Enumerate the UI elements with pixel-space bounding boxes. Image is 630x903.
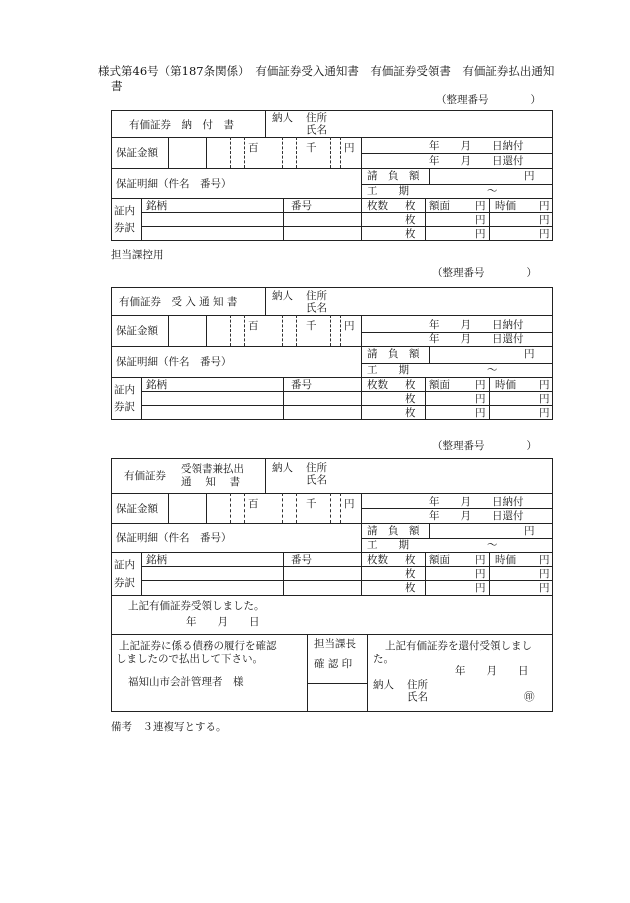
unit-sen: 千 xyxy=(306,498,317,510)
date-refund: 年 月 日還付 xyxy=(429,333,524,345)
unit-hyaku: 百 xyxy=(248,320,259,332)
date-paid: 年 月 日納付 xyxy=(429,319,524,331)
refund-receipt-line2: た。 xyxy=(373,653,394,665)
col-market-yen: 円 xyxy=(539,379,550,391)
name-label: 氏名 xyxy=(306,124,327,136)
wake-label: 券訳 xyxy=(114,222,135,234)
form-header-line2: 書 xyxy=(111,79,123,93)
form-title: 有価証券 納 付 書 xyxy=(129,119,234,131)
period-tilde: ～ xyxy=(487,539,498,551)
row-mai: 枚 xyxy=(405,228,416,240)
row-market-yen: 円 xyxy=(539,214,550,226)
row-face-yen: 円 xyxy=(475,407,486,419)
address-label: 住所 xyxy=(306,112,327,124)
period-label: 工 期 xyxy=(367,364,409,376)
col-brand: 銘柄 xyxy=(146,379,167,391)
col-mai: 枚 xyxy=(405,200,416,212)
col-brand: 銘柄 xyxy=(146,200,167,212)
form-caption: 担当課控用 xyxy=(111,249,164,261)
form-ukeire-tsuchisho xyxy=(111,287,553,420)
form-title-a: 有価証券 xyxy=(124,470,166,482)
refund-payer: 納人 xyxy=(373,679,394,691)
row-market-yen: 円 xyxy=(539,582,550,594)
col-market: 時価 xyxy=(495,200,516,212)
row-mai: 枚 xyxy=(405,214,416,226)
col-count: 枚数 xyxy=(367,554,388,566)
col-face: 額面 xyxy=(429,379,450,391)
row-face-yen: 円 xyxy=(475,228,486,240)
col-face-yen: 円 xyxy=(475,379,486,391)
col-number: 番号 xyxy=(291,554,312,566)
receipt-date: 年 月 日 xyxy=(186,616,260,628)
payout-confirm-line2: しましたので払出して下さい。 xyxy=(116,653,263,665)
unit-yen: 円 xyxy=(344,498,355,510)
row-mai: 枚 xyxy=(405,568,416,580)
receipt-statement: 上記有価証券受領しました。 xyxy=(128,600,265,612)
contract-label: 請 負 額 xyxy=(367,348,420,360)
wake-label: 券訳 xyxy=(114,577,135,589)
row-face-yen: 円 xyxy=(475,568,486,580)
seal-mark: ㊞ xyxy=(524,691,535,703)
row-market-yen: 円 xyxy=(539,228,550,240)
row-mai: 枚 xyxy=(405,393,416,405)
col-face: 額面 xyxy=(429,200,450,212)
period-tilde: ～ xyxy=(487,185,498,197)
uchi-label: 証内 xyxy=(114,205,135,217)
row-mai: 枚 xyxy=(405,582,416,594)
contract-label: 請 負 額 xyxy=(367,525,420,537)
contract-label: 請 負 額 xyxy=(367,170,420,182)
amount-label: 保証金額 xyxy=(116,503,158,515)
confirm-seal-label: 確 認 印 xyxy=(314,658,353,670)
seiri-number-3: （整理番号 ） xyxy=(432,440,537,452)
col-mai: 枚 xyxy=(405,554,416,566)
col-face-yen: 円 xyxy=(475,554,486,566)
section-chief-label: 担当課長 xyxy=(314,638,356,650)
date-paid: 年 月 日納付 xyxy=(429,496,524,508)
unit-hyaku: 百 xyxy=(248,142,259,154)
detail-label: 保証明細（件名 番号） xyxy=(116,532,232,544)
col-market-yen: 円 xyxy=(539,200,550,212)
amount-label: 保証金額 xyxy=(116,147,158,159)
contract-yen: 円 xyxy=(524,170,535,182)
period-label: 工 期 xyxy=(367,539,409,551)
col-market: 時価 xyxy=(495,379,516,391)
form-juryosho-haraidashi xyxy=(111,458,553,712)
col-face-yen: 円 xyxy=(475,200,486,212)
col-face: 額面 xyxy=(429,554,450,566)
col-count: 枚数 xyxy=(367,200,388,212)
payer-label: 納人 xyxy=(272,112,293,124)
address-label: 住所 xyxy=(306,462,327,474)
refund-date: 年 月 日 xyxy=(455,665,529,677)
remarks: 備考 ３連複写とする。 xyxy=(111,721,227,733)
refund-receipt-line1: 上記有価証券を還付受領しまし xyxy=(385,640,532,652)
date-refund: 年 月 日還付 xyxy=(429,510,524,522)
col-number: 番号 xyxy=(291,379,312,391)
col-number: 番号 xyxy=(291,200,312,212)
period-label: 工 期 xyxy=(367,185,409,197)
row-market-yen: 円 xyxy=(539,407,550,419)
row-mai: 枚 xyxy=(405,407,416,419)
name-label: 氏名 xyxy=(306,474,327,486)
payer-label: 納人 xyxy=(272,462,293,474)
row-market-yen: 円 xyxy=(539,393,550,405)
address-label: 住所 xyxy=(306,290,327,302)
unit-yen: 円 xyxy=(344,142,355,154)
row-face-yen: 円 xyxy=(475,393,486,405)
col-brand: 銘柄 xyxy=(146,554,167,566)
col-market: 時価 xyxy=(495,554,516,566)
form-title: 有価証券 受 入 通 知 書 xyxy=(119,296,238,308)
contract-yen: 円 xyxy=(524,525,535,537)
form-title-b1: 受領書兼払出 xyxy=(181,463,244,475)
payout-confirm-line1: 上記証券に係る債務の履行を確認 xyxy=(119,640,277,652)
col-market-yen: 円 xyxy=(539,554,550,566)
row-face-yen: 円 xyxy=(475,582,486,594)
wake-label: 券訳 xyxy=(114,401,135,413)
unit-sen: 千 xyxy=(306,142,317,154)
unit-hyaku: 百 xyxy=(248,498,259,510)
contract-yen: 円 xyxy=(524,348,535,360)
form-nofusho xyxy=(111,110,553,241)
seiri-number-1: （整理番号 ） xyxy=(436,94,541,106)
accounting-manager: 福知山市会計管理者 様 xyxy=(128,676,244,688)
row-face-yen: 円 xyxy=(475,214,486,226)
form-header-line1: 様式第46号（第187条関係） 有価証券受入通知書 有価証券受領書 有価証券払出通知 xyxy=(98,64,555,78)
amount-label: 保証金額 xyxy=(116,325,158,337)
detail-label: 保証明細（件名 番号） xyxy=(116,356,232,368)
payer-label: 納人 xyxy=(272,290,293,302)
form-title-b2: 通 知 書 xyxy=(181,476,241,488)
date-paid: 年 月 日納付 xyxy=(429,140,524,152)
unit-yen: 円 xyxy=(344,320,355,332)
date-refund: 年 月 日還付 xyxy=(429,155,524,167)
name-label: 氏名 xyxy=(306,302,327,314)
period-tilde: ～ xyxy=(487,364,498,376)
row-market-yen: 円 xyxy=(539,568,550,580)
unit-sen: 千 xyxy=(306,320,317,332)
refund-address: 住所 xyxy=(407,679,428,691)
uchi-label: 証内 xyxy=(114,559,135,571)
uchi-label: 証内 xyxy=(114,384,135,396)
detail-label: 保証明細（件名 番号） xyxy=(116,178,232,190)
seiri-number-2: （整理番号 ） xyxy=(432,267,537,279)
refund-name: 氏名 xyxy=(407,691,428,703)
col-count: 枚数 xyxy=(367,379,388,391)
col-mai: 枚 xyxy=(405,379,416,391)
